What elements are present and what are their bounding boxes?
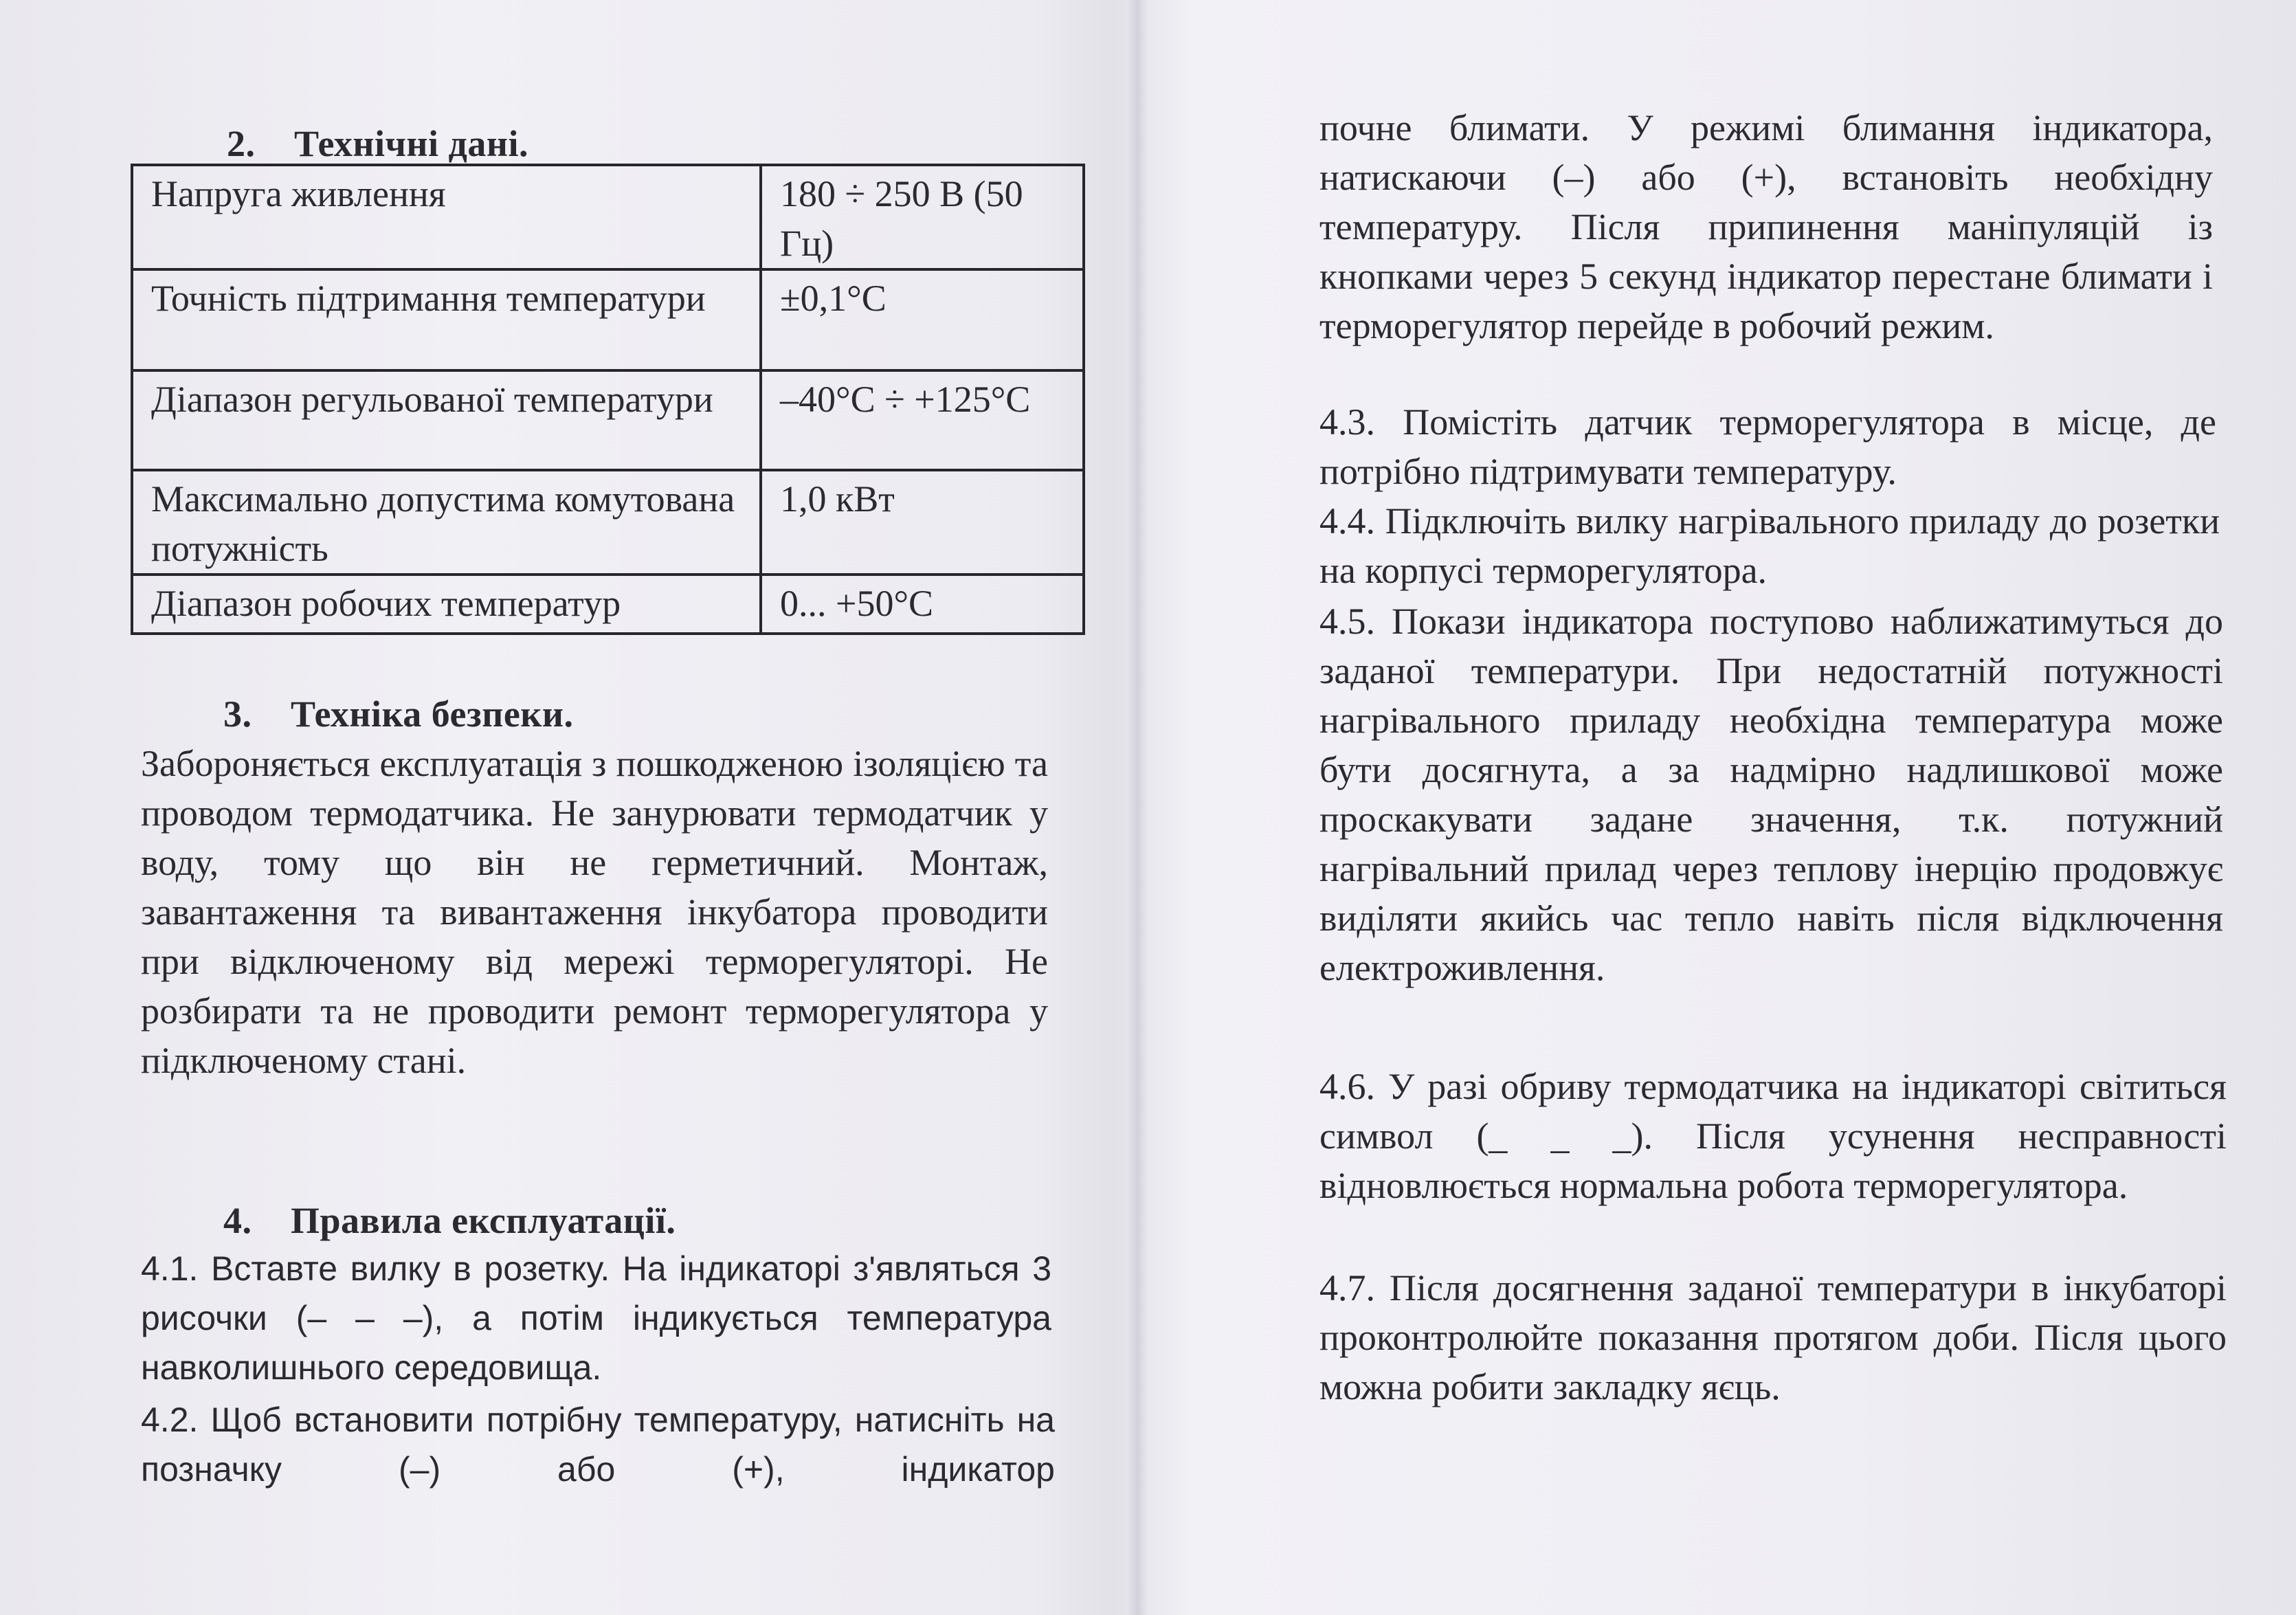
section-2-heading [227, 122, 528, 165]
rule-4-5: 4.5. Покази індикатора поступово наближатимуться до заданої температури. При недостатній потужності нагрівального приладу необхідна температура може бути досягнута, а за надмірно надлишкової може проскакувати задане значення, т.к. потужний нагрівальний прилад через теплову інерцію продовжує виділяти якийсь час тепло навіть після відключення електроживлення. [1319, 601, 2223, 988]
section-3-title: Техніка безпеки. [291, 693, 574, 735]
section-4-number: 4. [223, 1200, 252, 1241]
rule-4-1: 4.1. Вставте вилку в розетку. На індикаторі з'являться 3 рисочки (– – –), а потім індикується температура навколишнього середовища. [141, 1249, 1051, 1387]
section-3-heading [223, 693, 574, 735]
section-2-title: Технічні дані. [294, 123, 528, 164]
param-cell: Діапазон робочих температур [132, 575, 761, 634]
table-row [132, 575, 1084, 634]
value-cell: 1,0 кВт [761, 470, 1084, 575]
specs-table [131, 164, 1085, 635]
param-cell: Максимально допустима комутована потужність [132, 470, 761, 575]
rule-4-2-continued: почне блимати. У режимі блимання індикатора, натискаючи (–) або (+), встановіть необхідну температуру. Після припинення маніпуляцій із кнопками через 5 секунд індикатор перестане блимати і терморегулятор перейде в робочий режим. [1319, 107, 2213, 346]
table-row [132, 165, 1084, 269]
table-row [132, 370, 1084, 470]
rule-4-7: 4.7. Після досягнення заданої температури в інкубаторі проконтролюйте показання протягом доби. Після цього можна робити закладку яєць. [1319, 1267, 2227, 1407]
section-3-number: 3. [223, 693, 252, 735]
value-cell: –40°С ÷ +125°С [761, 370, 1084, 470]
table-row [132, 470, 1084, 575]
rule-4-2-start: 4.2. Щоб встановити потрібну температуру, натисніть на позначку (–) або (+), індикатор [141, 1401, 1055, 1489]
table-row [132, 269, 1084, 370]
param-cell: Напруга живлення [132, 165, 761, 269]
safety-paragraph: Забороняється експлуатація з пошкодженою ізоляцією та проводом термодатчика. Не занурювати термодатчик у воду, тому що він не герметичний. Монтаж, завантаження та вивантаження інкубатора проводити при відключеному від мережі терморегуляторі. Не розбирати та не проводити ремонт терморегулятора у підключеному стані. [141, 743, 1048, 1081]
param-cell: Діапазон регульованої температури [132, 370, 761, 470]
rule-4-6: 4.6. У разі обриву термодатчика на індикаторі світиться символ (_ _ _). Після усунення несправності відновлюється нормальна робота терморегулятора. [1319, 1066, 2227, 1206]
rule-4-4: 4.4. Підключіть вилку нагрівального приладу до розетки на корпусі терморегулятора. [1319, 500, 2220, 591]
value-cell: ±0,1°С [761, 269, 1084, 370]
paper-fold [1127, 0, 1148, 1615]
value-cell: 180 ÷ 250 В (50 Гц) [761, 165, 1084, 269]
section-4-heading [223, 1199, 676, 1242]
value-cell: 0... +50°С [761, 575, 1084, 634]
section-2-number: 2. [227, 123, 256, 164]
rule-4-3: 4.3. Помістіть датчик терморегулятора в місце, де потрібно підтримувати температуру. [1319, 401, 2216, 492]
param-cell: Точність підтримання температури [132, 269, 761, 370]
section-4-title: Правила експлуатації. [291, 1200, 676, 1241]
